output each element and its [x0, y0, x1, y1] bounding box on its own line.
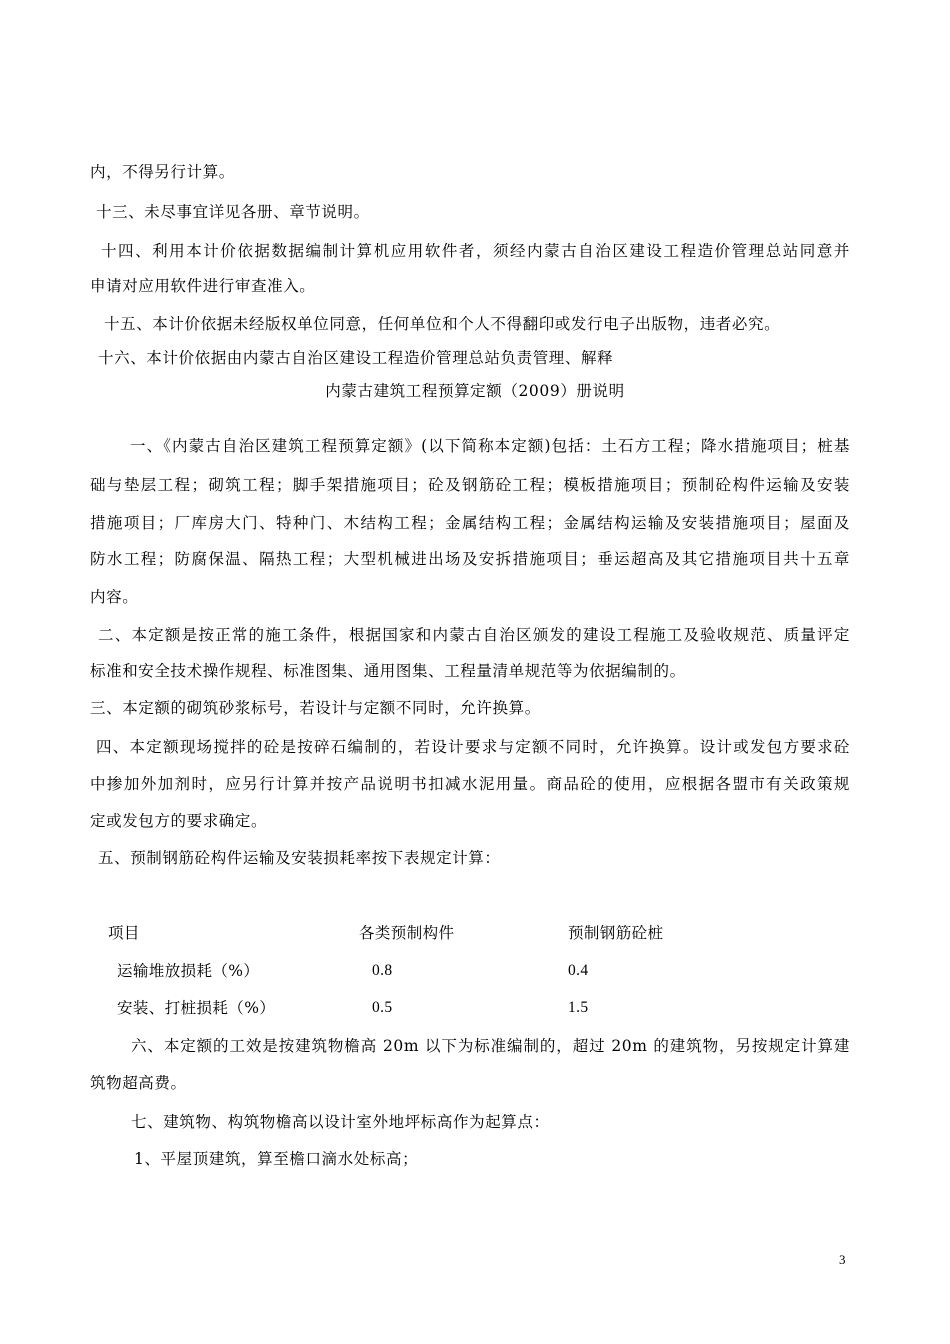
table-header-pile: 预制钢筋砼桩 — [568, 924, 664, 942]
paragraph-line: 七、建筑物、构筑物檐高以设计室外地坪标高作为起算点： — [131, 1113, 550, 1131]
paragraph-line: 十五、本计价依据未经版权单位同意，任何单位和个人不得翻印或发行电子出版物，违者必究。 — [104, 315, 781, 333]
table-cell: 0.8 — [372, 962, 393, 979]
paragraph-line: 五、预制钢筋砼构件运输及安装损耗率按下表规定计算： — [98, 849, 501, 867]
paragraph-line: 十三、未尽事宜详见各册、章节说明。 — [96, 203, 370, 221]
paragraph-line: 标准和安全技术操作规程、标准图集、通用图集、工程量清单规范等为依据编制的。 — [90, 662, 686, 680]
paragraph-line: 一、《内蒙古自治区建筑工程预算定额》(以下简称本定额)包括：土石方工程；降水措施项目；桩基 — [130, 437, 850, 455]
paragraph-line: 防水工程；防腐保温、隔热工程；大型机械进出场及安拆措施项目；垂运超高及其它措施项目共十五章 — [90, 550, 850, 568]
table-cell: 安装、打桩损耗（%） — [117, 999, 276, 1017]
paragraph-line: 内容。 — [90, 588, 139, 606]
paragraph-line: 1、平屋顶建筑，算至檐口滴水处标高； — [134, 1150, 419, 1168]
table-cell: 运输堆放损耗（%） — [117, 962, 260, 980]
table-header-item: 项目 — [108, 924, 140, 942]
table-cell: 0.5 — [372, 999, 393, 1016]
paragraph-line: 六、本定额的工效是按建筑物檐高 20m 以下为标准编制的，超过 20m 的建筑物，另按规定计算建 — [131, 1037, 850, 1055]
paragraph-line: 定或发包方的要求确定。 — [90, 812, 268, 830]
paragraph-line: 十四、利用本计价依据数据编制计算机应用软件者，须经内蒙古自治区建设工程造价管理总站同意并 — [101, 242, 850, 260]
table-cell: 1.5 — [568, 999, 589, 1016]
page-number: 3 — [839, 1252, 846, 1267]
paragraph-line: 三、本定额的砌筑砂浆标号，若设计与定额不同时，允许换算。 — [90, 699, 541, 717]
section-title: 内蒙古建筑工程预算定额（2009）册说明 — [325, 382, 625, 400]
paragraph-line: 础与垫层工程；砌筑工程；脚手架措施项目；砼及钢筋砼工程；模板措施项目；预制砼构件运输及安装 — [90, 476, 850, 494]
paragraph-line: 措施项目；厂库房大门、特种门、木结构工程；金属结构工程；金属结构运输及安装措施项目；屋面及 — [90, 514, 850, 532]
paragraph-line: 四、本定额现场搅拌的砼是按碎石编制的，若设计要求与定额不同时，允许换算。设计或发包方要求砼 — [96, 738, 850, 756]
table-header-precast: 各类预制构件 — [359, 924, 455, 942]
paragraph-line: 中掺加外加剂时，应另行计算并按产品说明书扣减水泥用量。商品砼的使用，应根据各盟市有关政策规 — [90, 775, 850, 793]
paragraph-line: 二、本定额是按正常的施工条件，根据国家和内蒙古自治区颁发的建设工程施工及验收规范、质量评定 — [98, 626, 850, 644]
paragraph-line: 十六、本计价依据由内蒙古自治区建设工程造价管理总站负责管理、解释 — [98, 349, 614, 367]
paragraph-line: 申请对应用软件进行审查准入。 — [90, 277, 316, 295]
paragraph-line: 内，不得另行计算。 — [90, 163, 235, 181]
table-cell: 0.4 — [568, 962, 589, 979]
paragraph-line: 筑物超高费。 — [90, 1074, 187, 1092]
